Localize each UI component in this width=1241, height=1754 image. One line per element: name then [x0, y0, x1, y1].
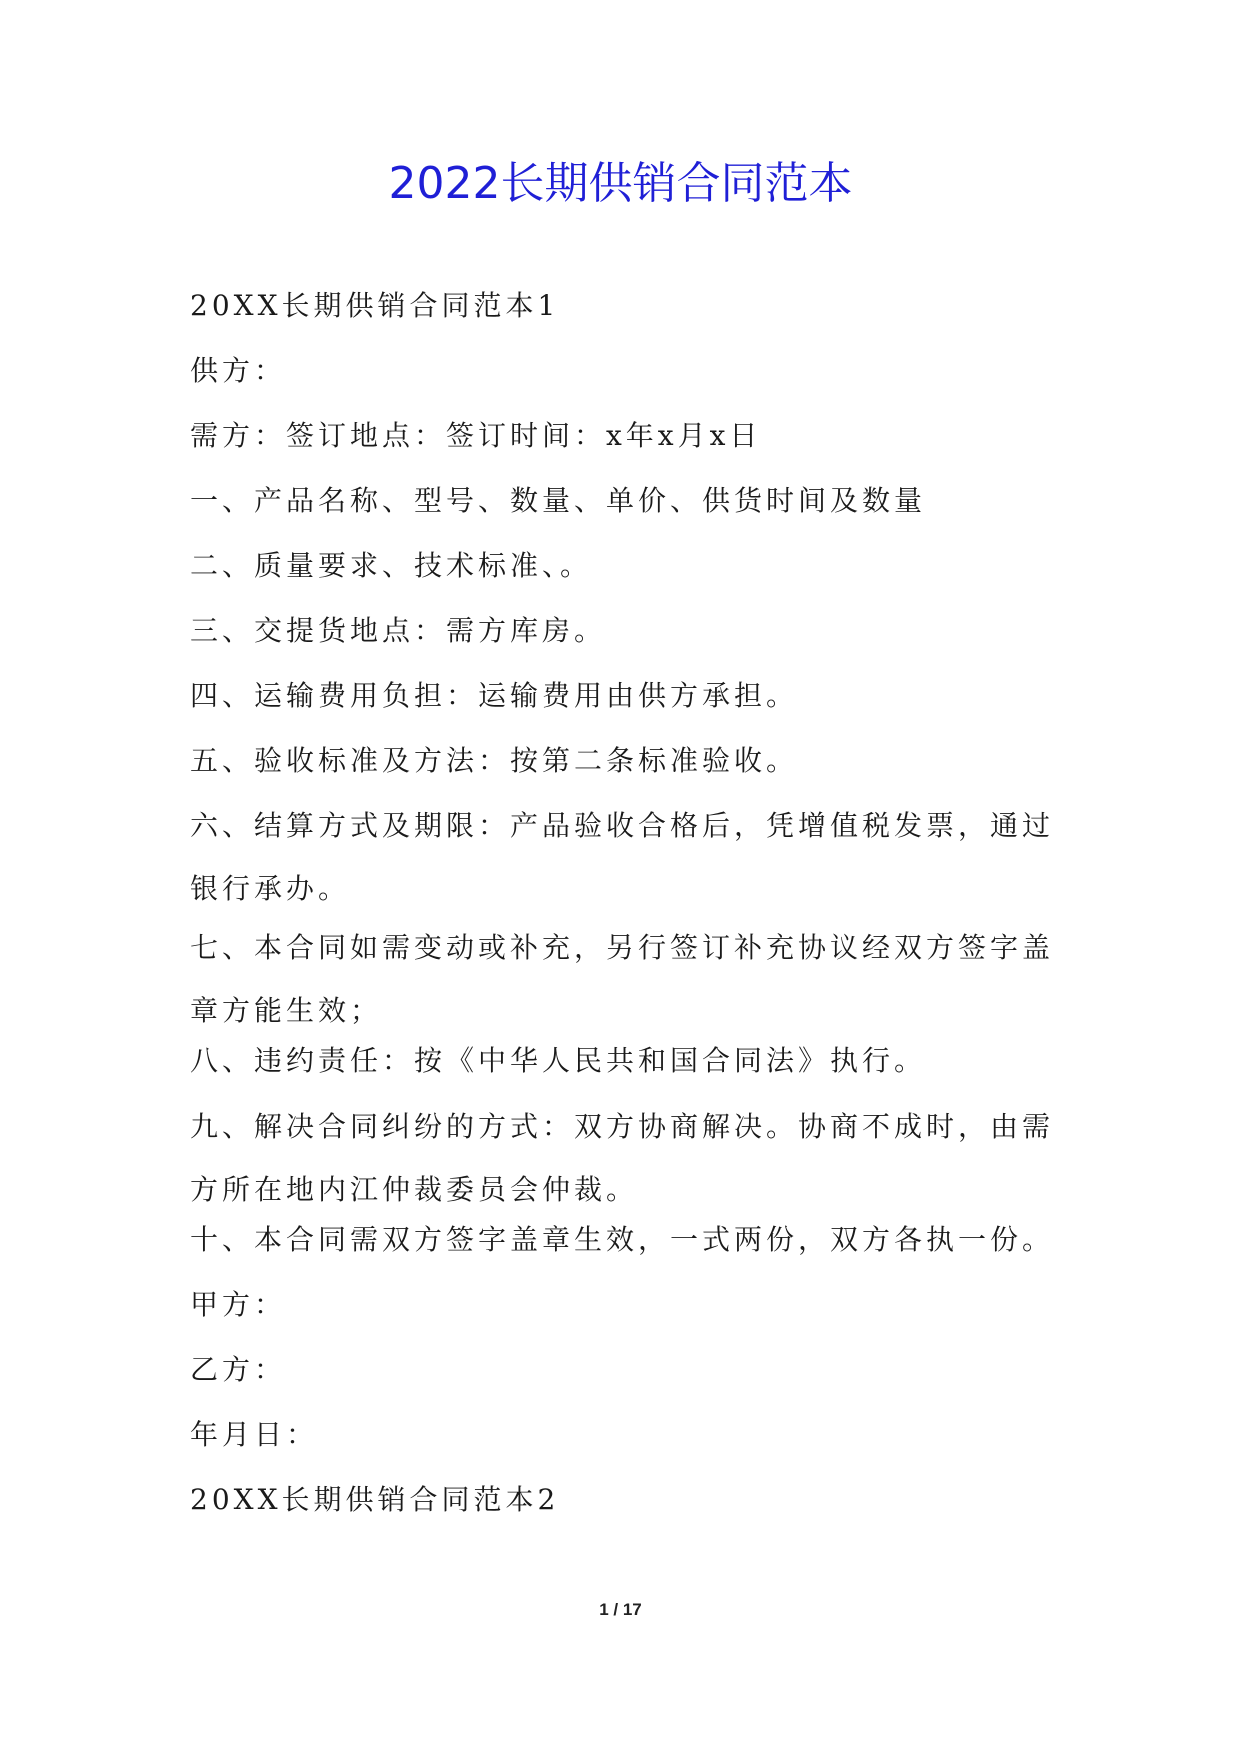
- paragraph: 年月日：: [190, 1418, 319, 1452]
- section-heading: 20XX长期供销合同范本1: [190, 289, 560, 322]
- document-title: 2022长期供销合同范本: [388, 158, 853, 209]
- paragraph: 五、验收标准及方法：按第二条标准验收。: [190, 743, 799, 777]
- paragraph: 八、违约责任：按《中华人民共和国合同法》执行。: [190, 1044, 927, 1078]
- paragraph: 甲方：: [190, 1288, 287, 1322]
- page-number: 1 / 17: [599, 1600, 642, 1619]
- document-body: [190, 282, 1070, 1541]
- paragraph: 乙方：: [190, 1353, 287, 1387]
- paragraph: 九、解决合同纠纷的方式：双方协商解决。协商不成时，由需方所在地内江仲裁委员会仲裁。: [190, 1109, 1055, 1206]
- paragraph: 七、本合同如需变动或补充，另行签订补充协议经双方签字盖章方能生效；: [190, 930, 1055, 1027]
- paragraph: 需方：签订地点：签订时间：x年x月x日: [190, 418, 762, 452]
- paragraph: 一、产品名称、型号、数量、单价、供货时间及数量: [190, 483, 927, 517]
- paragraph: 四、运输费用负担：运输费用由供方承担。: [190, 678, 799, 712]
- paragraph: 十、本合同需双方签字盖章生效，一式两份，双方各执一份。: [190, 1223, 1055, 1257]
- paragraph: 供方：: [190, 353, 287, 387]
- paragraph: 二、质量要求、技术标准、。: [190, 548, 593, 582]
- paragraph: 三、交提货地点：需方库房。: [190, 613, 607, 647]
- paragraph: 六、结算方式及期限：产品验收合格后，凭增值税发票，通过银行承办。: [190, 809, 1055, 906]
- section-heading: 20XX长期供销合同范本2: [190, 1483, 560, 1517]
